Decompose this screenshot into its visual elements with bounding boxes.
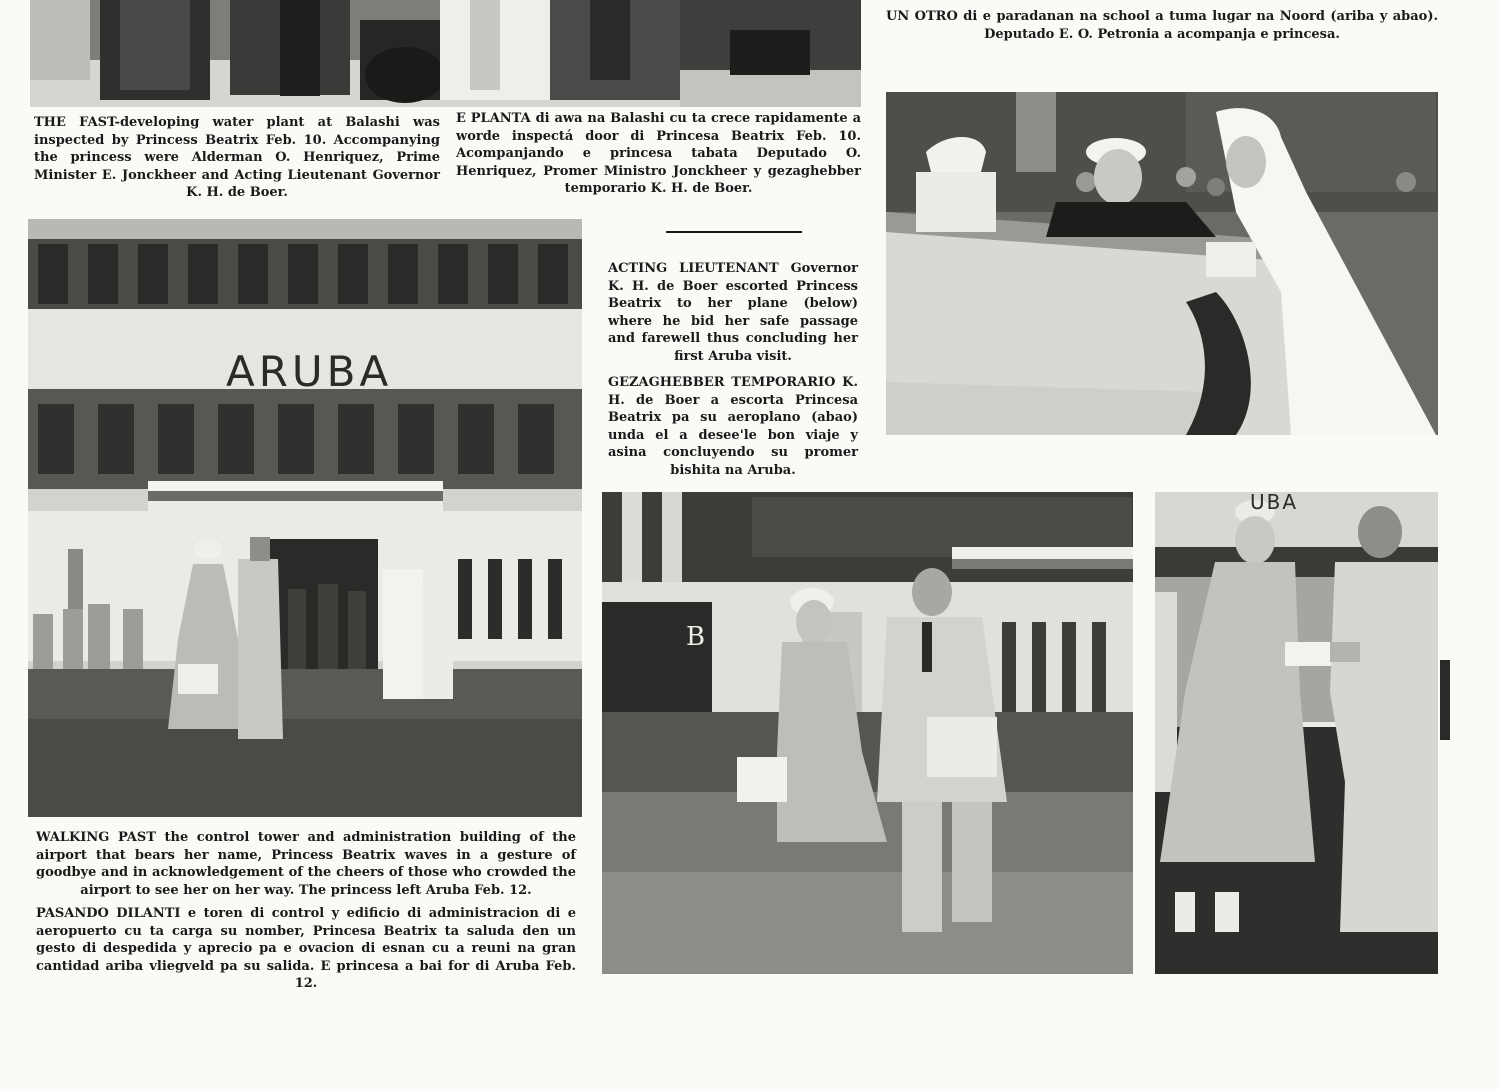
caption-noord-school: UN OTRO di e paradanan na school a tuma lugar na Noord (ariba y abao). Deputado E. O. Petronia a acompanja e princesa. (886, 9, 1438, 42)
balashi-water-plant-photo (30, 0, 861, 107)
caption-balashi-papiamento: E PLANTA di awa na Balashi cu ta crece rapidamente a worde inspectá door di Princesa Beatrix Feb. 10. Acompanjando e princesa tabata Deputado O. Henriquez, Promer Ministro Jonckheer y gezaghebber temporario K. H. de Boer. (456, 111, 861, 196)
princess-car-nun-photo (886, 92, 1438, 435)
divider-rule (666, 231, 802, 233)
scan-edge-mark (1440, 660, 1450, 740)
doorway-letter-b: B (686, 622, 706, 652)
caption-walking-papiamento: PASANDO DILANTI e toren di control y edificio di administracion di e aeropuerto cu ta carga su nomber, Princesa Beatrix ta saluda den un gesto di despedida y aprecio pa e ovacion di esnan cu a reuni na gran cantidad ariba vliegveld pa su salida. E princesa a bai for di Aruba Feb. 12. (36, 906, 576, 991)
princess-walking-governor-photo (602, 492, 1133, 974)
caption-balashi-english: THE FAST-developing water plant at Balashi was inspected by Princess Beatrix Feb. 10. Accompanying the princess were Alderman O. Henriquez, Prime Minister E. Jonckheer and Acting Lieutenant Governor K. H. de Boer. (34, 115, 440, 200)
caption-escort-english: ACTING LIEUTENANT Governor K. H. de Boer escorted Princess Beatrix to her plane (below) where he bid her safe passage and farewell thus concluding her first Aruba visit. (608, 261, 858, 364)
aruba-airport-building-photo (28, 219, 582, 817)
caption-walking-english: WALKING PAST the control tower and administration building of the airport that bears her name, Princess Beatrix waves in a gesture of goodbye and in acknowledgement of the cheers of those who crowded the airport to see her on her way. The princess left Aruba Feb. 12. (36, 830, 576, 898)
princess-handshake-photo (1155, 492, 1438, 974)
partial-sign-aruba: UBA (1250, 492, 1299, 514)
airport-sign-aruba: ARUBA (226, 347, 393, 396)
caption-escort-papiamento: GEZAGHEBBER TEMPORARIO K. H. de Boer a escorta Princesa Beatrix pa su aeroplano (abao) unda el a desee'le bon viaje y asina concluyendo su promer bishita na Aruba. (608, 375, 858, 478)
